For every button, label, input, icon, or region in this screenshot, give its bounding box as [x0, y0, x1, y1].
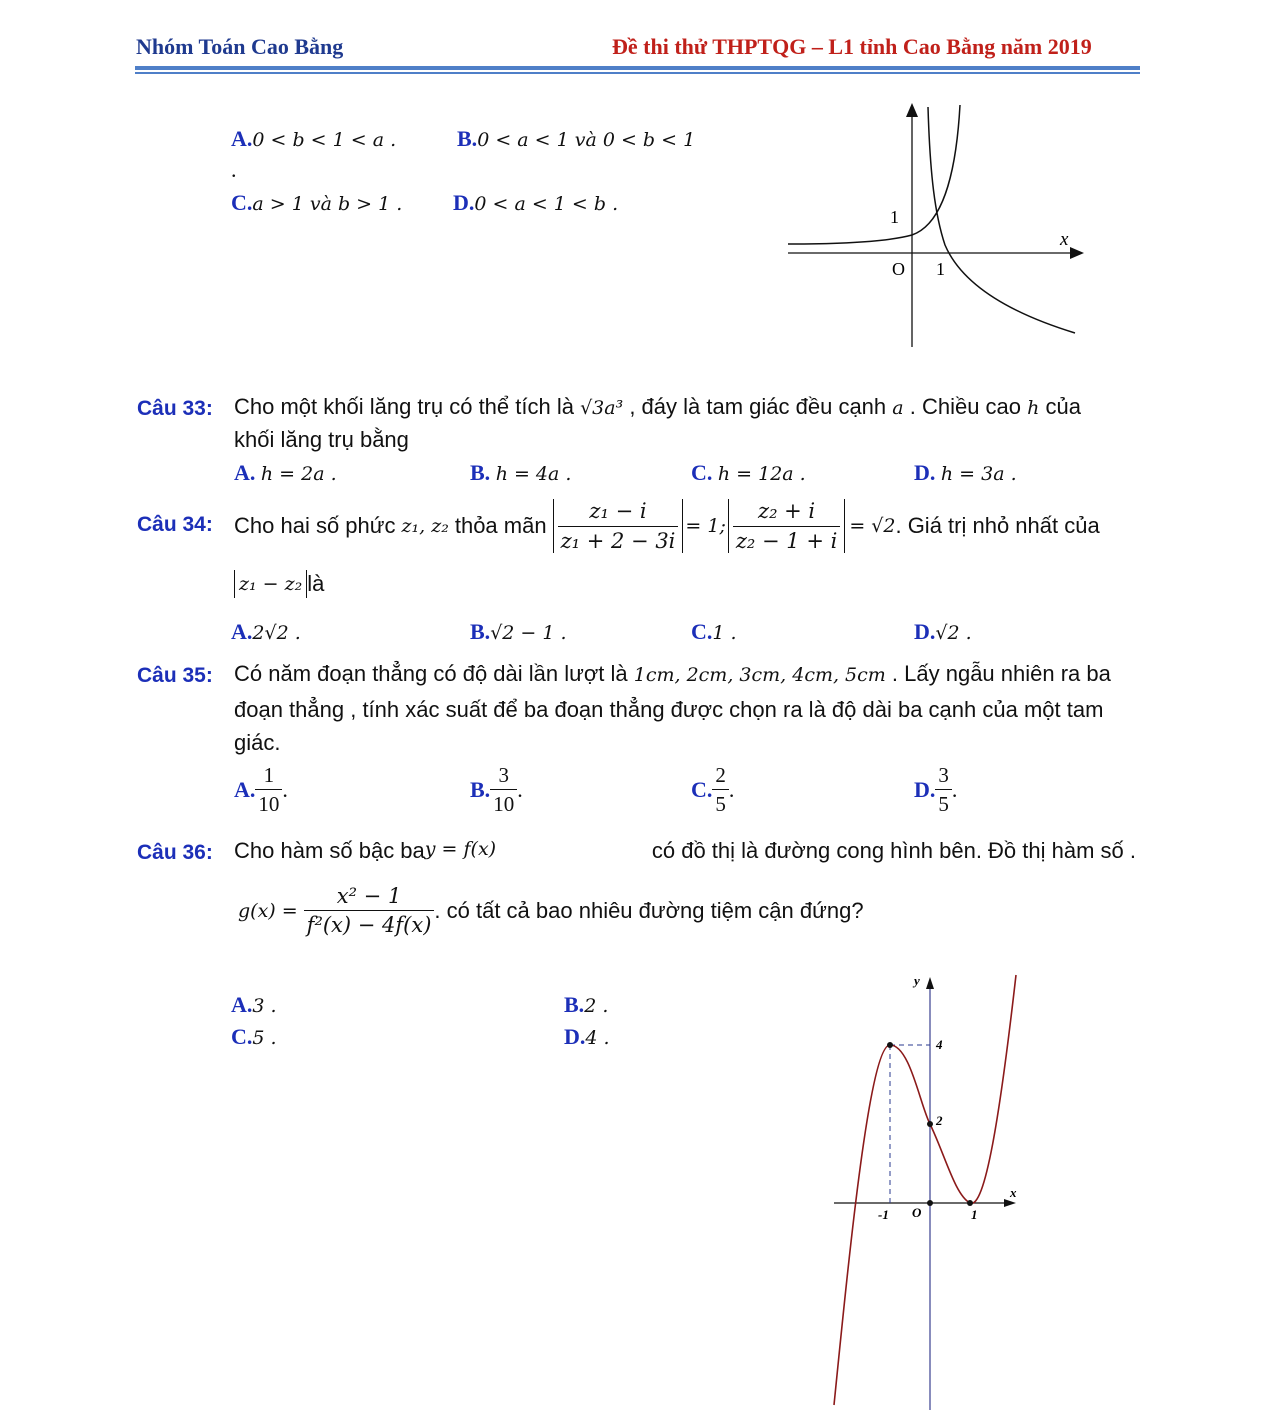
q34-eq1: = 1;	[685, 515, 726, 537]
q34-line2	[234, 570, 324, 598]
q35-c-den: 5	[712, 789, 729, 816]
q32-log-curve	[928, 107, 1075, 333]
q35-c-dot: .	[728, 776, 735, 802]
q32-label-one-y: 1	[890, 207, 899, 227]
q36-g-lhs: g(x) =	[238, 899, 298, 922]
q36-label-o: O	[912, 1205, 922, 1220]
q34-intro: Cho hai số phức	[234, 513, 396, 538]
q35-line2: đoạn thẳng , tính xác suất để ba đoạn thẳng được chọn ra là độ dài ba cạnh của một tam	[234, 697, 1104, 722]
q36-point-origin	[927, 1200, 933, 1206]
q33-line1	[234, 394, 1081, 420]
q34-f2-num: z₂ + i	[758, 499, 816, 524]
q35-d-fraction	[935, 763, 952, 816]
q35-text-b: . Lấy ngẫu nhiên ra ba	[885, 661, 1111, 686]
q34-option-d	[914, 619, 972, 645]
q36-line1	[234, 838, 1136, 864]
q32-b-text: 0 < a < 1 và 0 < b < 1	[477, 129, 696, 151]
q33-text-d: của	[1039, 394, 1081, 419]
q32-dot: .	[231, 157, 237, 182]
q36-d-text: 4 .	[585, 1027, 610, 1049]
q34-b-text: √2 − 1 .	[490, 622, 567, 644]
header-right: Đề thi thử THPTQG – L1 tỉnh Cao Bằng năm 2019	[612, 34, 1092, 59]
q34-fraction-2	[733, 499, 840, 552]
q36-text-c: . có tất cả bao nhiêu đường tiệm cận đứng?	[434, 897, 864, 923]
q34-fraction-1	[558, 499, 679, 552]
q35-b-dot: .	[517, 776, 523, 802]
q35-c-fraction	[712, 763, 729, 816]
q36-option-d	[564, 1024, 610, 1050]
q36-y-arrow	[926, 977, 934, 989]
q33-number: Câu 33:	[137, 397, 213, 420]
q34-tail: . Giá trị nhỏ nhất của	[895, 513, 1100, 538]
q35-d-dot: .	[951, 776, 958, 802]
q34-eq2: = √2	[849, 515, 896, 537]
q35-number: Câu 35:	[137, 664, 213, 687]
q36-line2	[238, 884, 864, 937]
q34-option-b	[470, 619, 567, 645]
q35-a-dot: .	[282, 776, 288, 802]
q32-graph	[770, 95, 1100, 360]
q35-option-b	[470, 763, 523, 816]
q35-a-num: 1	[263, 763, 275, 787]
q36-option-c	[231, 1024, 277, 1050]
q32-a-text: 0 < b < 1 < a .	[252, 129, 397, 151]
q35-b-num: 3	[498, 763, 509, 787]
q32-label-one-x: 1	[936, 259, 945, 279]
q35-b-den: 10	[490, 789, 517, 816]
q32-d-label: D.	[453, 190, 475, 215]
q36-a-text: 3 .	[252, 995, 277, 1017]
q34-f1-num: z₁ − i	[589, 499, 647, 524]
q36-label-4: 4	[936, 1037, 943, 1052]
q32-b-label: B.	[457, 126, 478, 151]
q36-point-max	[887, 1042, 893, 1048]
header-rule-thin	[135, 72, 1140, 74]
q34-b-label: B.	[470, 619, 491, 644]
q35-d-num: 3	[938, 763, 949, 787]
q36-label-2: 2	[936, 1113, 943, 1128]
q33-var-h: h	[1027, 397, 1040, 419]
q34-c-text: 1 .	[712, 622, 737, 644]
q32-c-label: C.	[231, 190, 253, 215]
q36-option-a	[231, 992, 277, 1018]
q32-exponential-curve	[788, 105, 960, 244]
q33-d-text: h = 3a .	[940, 463, 1017, 485]
q33-line2: khối lăng trụ bằng	[234, 427, 409, 452]
q35-c-num: 2	[715, 763, 726, 787]
q36-option-b	[564, 992, 608, 1018]
q34-d-label: D.	[914, 619, 936, 644]
q35-b-label: B.	[470, 776, 491, 802]
q33-b-text: h = 4a .	[495, 463, 572, 485]
header-rule	[135, 66, 1140, 70]
q36-g-num: x² − 1	[336, 884, 402, 908]
q36-label-x: x	[1010, 1185, 1017, 1200]
q33-var-a: a	[892, 397, 904, 419]
q32-a-label: A.	[231, 126, 253, 151]
q36-d-label: D.	[564, 1024, 586, 1049]
q36-cubic-curve	[834, 975, 1016, 1405]
q34-number: Câu 34:	[137, 513, 213, 536]
q36-g-fraction	[304, 884, 435, 937]
q33-d-label: D.	[914, 460, 936, 485]
q36-label-1: 1	[971, 1207, 978, 1222]
q34-f2-den: z₂ − 1 + i	[733, 526, 840, 553]
q33-option-d	[914, 460, 1017, 486]
header-left: Nhóm Toán Cao Bằng	[136, 34, 344, 59]
q36-number: Câu 36:	[137, 841, 213, 864]
q35-d-label: D.	[914, 776, 936, 802]
q35-line3: giác.	[234, 730, 281, 755]
q36-point-min	[967, 1200, 973, 1206]
q36-text-b: có đồ thị là đường cong hình bên. Đồ thị hàm số .	[651, 838, 1136, 863]
q32-label-o: O	[892, 259, 905, 279]
q33-a-label: A.	[234, 460, 256, 485]
q34-a-text: 2√2 .	[252, 622, 301, 644]
q35-a-label: A.	[234, 776, 256, 802]
q35-option-a	[234, 763, 288, 816]
q34-a-label: A.	[231, 619, 253, 644]
q32-label-x: x	[1060, 229, 1069, 250]
q34-option-c	[691, 619, 737, 645]
q32-option-c	[231, 190, 402, 216]
q36-c-label: C.	[231, 1024, 253, 1049]
q35-option-c	[691, 763, 734, 816]
q33-text-a: Cho một khối lăng trụ có thể tích là	[234, 394, 581, 419]
q33-option-a	[234, 460, 337, 486]
q36-c-text: 5 .	[252, 1027, 277, 1049]
q35-b-fraction	[490, 763, 517, 816]
q34-vars: z₁, z₂	[401, 515, 449, 537]
q33-text-c: . Chiều cao	[903, 394, 1028, 419]
q33-c-label: C.	[691, 460, 713, 485]
q33-option-c	[691, 460, 806, 486]
q34-abs-2	[728, 499, 845, 552]
q36-text-a: Cho hàm số bậc ba	[234, 838, 425, 863]
q33-a-text: h = 2a .	[260, 463, 337, 485]
q32-y-arrow	[906, 103, 918, 117]
q33-volume: √3a³	[580, 397, 624, 419]
q35-lengths: 1cm, 2cm, 3cm, 4cm, 5cm	[633, 664, 886, 686]
q35-a-fraction	[255, 763, 282, 816]
q32-option-b	[457, 126, 695, 152]
q34-c-label: C.	[691, 619, 713, 644]
q36-b-label: B.	[564, 992, 585, 1017]
q33-b-label: B.	[470, 460, 491, 485]
q36-a-label: A.	[231, 992, 253, 1017]
q34-f1-den: z₁ + 2 − 3i	[558, 526, 679, 553]
q32-c-text: a > 1 và b > 1 .	[252, 193, 403, 215]
q33-text-b: , đáy là tam giác đều cạnh	[623, 394, 893, 419]
q34-la: là	[307, 571, 325, 596]
q35-line1	[234, 661, 1111, 687]
q32-option-d	[453, 190, 618, 216]
q34-option-a	[231, 619, 301, 645]
q36-x-arrow	[1004, 1199, 1016, 1207]
q34-line1	[234, 490, 1100, 562]
q35-text-a: Có năm đoạn thẳng có độ dài lần lượt là	[234, 661, 634, 686]
q35-d-den: 5	[935, 789, 952, 816]
q32-x-arrow	[1070, 247, 1084, 259]
q32-option-a	[231, 126, 396, 152]
q32-d-text: 0 < a < 1 < b .	[474, 193, 619, 215]
q34-cond: thỏa mãn	[454, 513, 547, 538]
q36-label-m1: -1	[878, 1207, 889, 1222]
q35-option-d	[914, 763, 957, 816]
q33-c-text: h = 12a .	[717, 463, 806, 485]
q36-point-y2	[927, 1121, 933, 1127]
q34-abs-1	[553, 499, 684, 552]
q36-label-y: y	[914, 973, 920, 988]
q35-c-label: C.	[691, 776, 713, 802]
q34-d-text: √2 .	[935, 622, 972, 644]
q36-b-text: 2 .	[584, 995, 609, 1017]
q36-fn: y = f(x)	[424, 838, 497, 860]
q35-a-den: 10	[255, 789, 282, 816]
q36-g-den: f²(x) − 4f(x)	[304, 910, 435, 937]
q33-option-b	[470, 460, 571, 486]
q36-graph	[820, 965, 1030, 1410]
q34-expr: z₁ − z₂	[234, 570, 307, 598]
